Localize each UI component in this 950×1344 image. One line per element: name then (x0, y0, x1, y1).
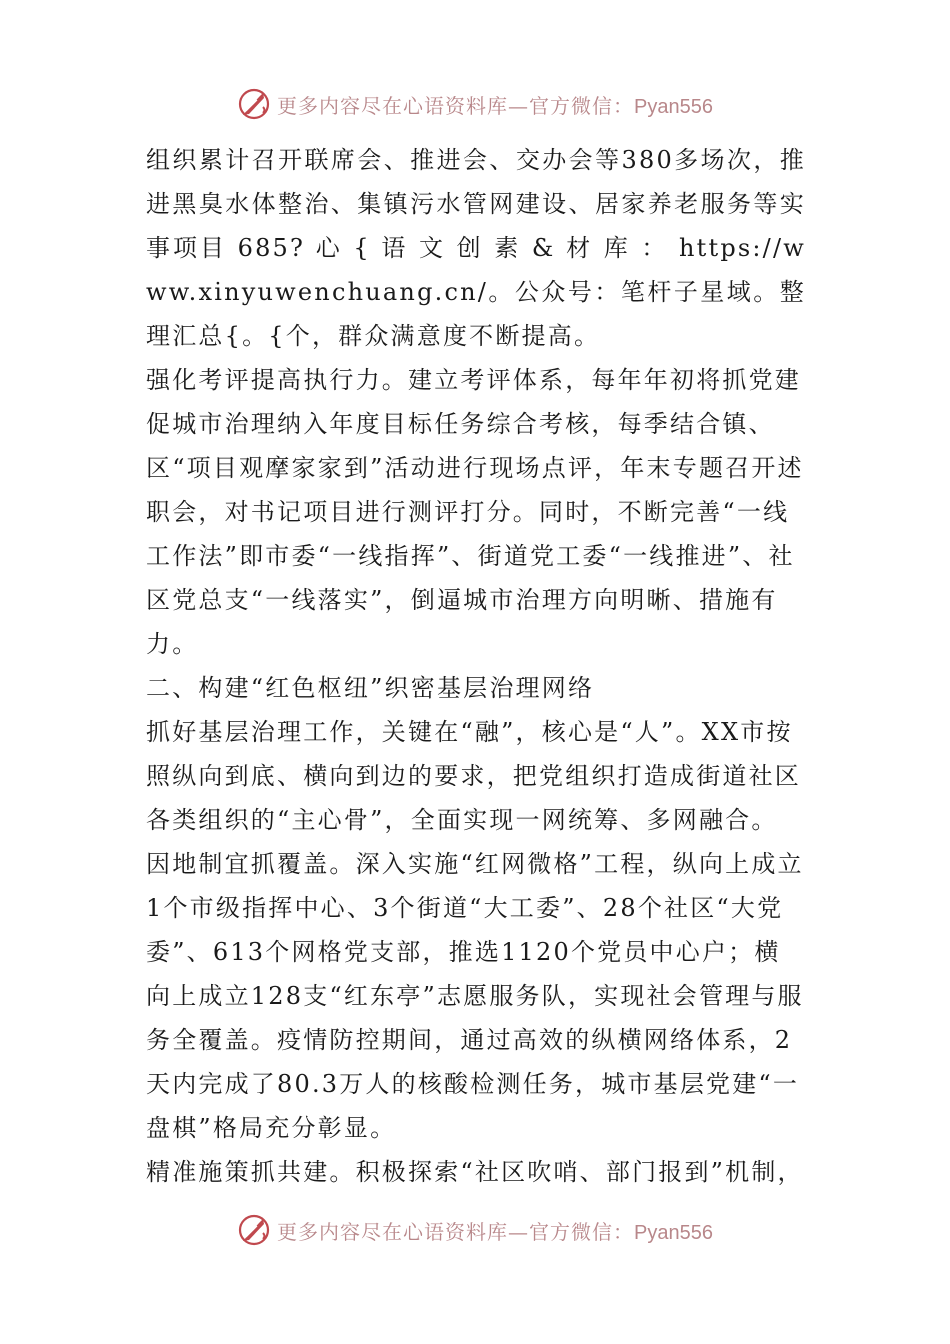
footer-watermark (0, 1210, 950, 1250)
quill-logo-icon (237, 87, 271, 121)
paragraph-4: 因地制宜抓覆盖。深入实施“红网微格”工程，纵向上成立1个市级指挥中心、3个街道“大工委”、28个社区“大党委”、613个网格党支部，推选1120个党员中心户；横向上成立128支“红东亭”志愿服务队，实现社会管理与服务全覆盖。疫情防控期间，通过高效的纵横网络体系，2天内完成了80.3万人的核酸检测任务，城市基层党建“一盘棋”格局充分彰显。 (146, 850, 804, 1142)
watermark-text: 更多内容尽在心语资料库—官方微信：Pyan556 (277, 1219, 713, 1244)
paragraph-1: 组织累计召开联席会、推进会、交办会等380多场次，推进黑臭水体整治、集镇污水管网建设、居家养老服务等实事项目 685? 心 { 语 文 创 素 & 材 库 ： https://www.xinyuwenchuang.cn/。公众号：笔杆子星域。整理汇总{。{个，群众满意度不断提高。 (146, 146, 806, 350)
paragraph-3: 抓好基层治理工作，关键在“融”，核心是“人”。XX市按照纵向到底、横向到边的要求，把党组织打造成街道社区各类组织的“主心骨”，全面实现一网统筹、多网融合。 (146, 718, 801, 834)
header-watermark (0, 84, 950, 124)
document-body (146, 138, 806, 1194)
paragraph-5: 精准施策抓共建。积极探索“社区吹哨、部门报到”机制， (146, 1158, 804, 1186)
paragraph-2: 强化考评提高执行力。建立考评体系，每年年初将抓党建促城市治理纳入年度目标任务综合考核，每季结合镇、区“项目观摩家家到”活动进行现场点评，年末专题召开述职会，对书记项目进行测评打分。同时，不断完善“一线工作法”即市委“一线指挥”、街道党工委“一线推进”、社区党总支“一线落实”，倒逼城市治理方向明晰、措施有力。 (146, 366, 804, 658)
section-heading: 二、构建“红色枢纽”织密基层治理网络 (146, 674, 595, 702)
watermark-text: 更多内容尽在心语资料库—官方微信：Pyan556 (277, 93, 713, 118)
quill-logo-icon (237, 1213, 271, 1247)
